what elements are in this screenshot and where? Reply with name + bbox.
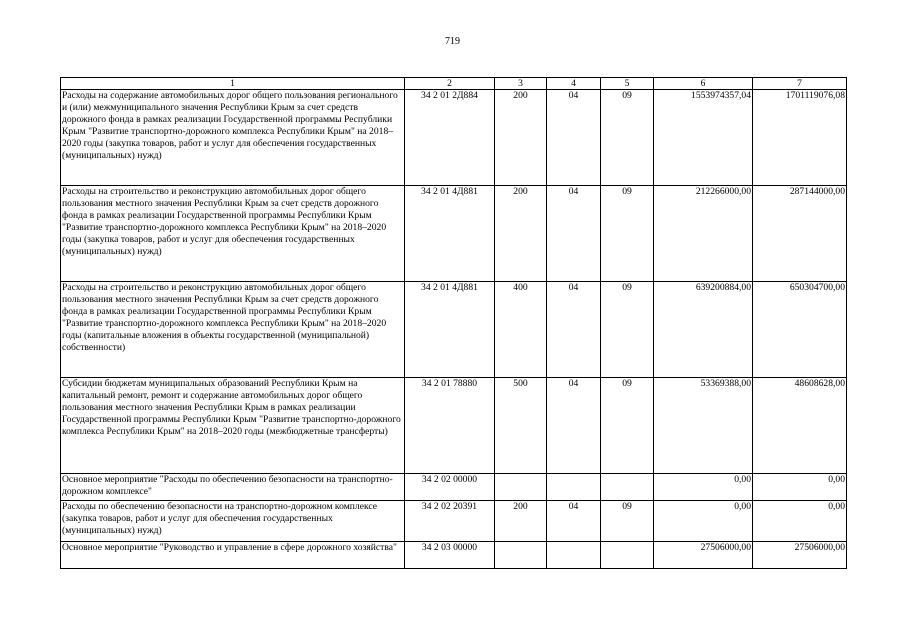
row-sum-col-6: 0,00	[654, 474, 753, 501]
row-sum-col-6: 0,00	[654, 501, 753, 542]
row-sum-col-6: 27506000,00	[654, 542, 753, 569]
header-col-7: 7	[753, 78, 847, 90]
row-description: Расходы на содержание автомобильных дорог общего пользования регионального и (или) межмуниципального значения Республики Крым за счет средств дорожного фонда в рамках реализации Государственной программы Республики Крым "Развитие транспортно-дорожного комплекса Республики Крым" на 2018–2020 годы (закупка товаров, работ и услуг для обеспечения государственных (муниципальных) нужд)	[61, 90, 405, 186]
row-section: 04	[547, 90, 601, 186]
row-sum-col-7: 0,00	[753, 474, 847, 501]
row-target-code: 34 2 02 00000	[405, 474, 495, 501]
row-subsection: 09	[601, 90, 654, 186]
row-expense-type	[495, 474, 547, 501]
table-row	[61, 186, 847, 282]
header-col-2: 2	[405, 78, 495, 90]
row-target-code: 34 2 03 00000	[405, 542, 495, 569]
row-expense-type: 500	[495, 378, 547, 474]
row-section: 04	[547, 501, 601, 542]
table-row	[61, 474, 847, 501]
table-row	[61, 378, 847, 474]
row-sum-col-6: 639200884,00	[654, 282, 753, 378]
row-sum-col-6: 212266000,00	[654, 186, 753, 282]
row-subsection	[601, 474, 654, 501]
row-description: Основное мероприятие "Расходы по обеспечению безопасности на транспортно-дорожном комплексе"	[61, 474, 405, 501]
row-section: 04	[547, 186, 601, 282]
row-description: Расходы на строительство и реконструкцию автомобильных дорог общего пользования местного значения Республики Крым за счет средств дорожного фонда в рамках реализации Государственной программы Республики Крым "Развитие транспортно-дорожного комплекса Республики Крым" на 2018–2020 годы (закупка товаров, работ и услуг для обеспечения государственных (муниципальных) нужд)	[61, 186, 405, 282]
row-target-code: 34 2 01 4Д881	[405, 282, 495, 378]
table-row	[61, 90, 847, 186]
row-subsection: 09	[601, 501, 654, 542]
table-row	[61, 542, 847, 569]
header-row	[61, 78, 847, 90]
row-subsection	[601, 542, 654, 569]
row-sum-col-7: 27506000,00	[753, 542, 847, 569]
row-target-code: 34 2 01 78880	[405, 378, 495, 474]
row-expense-type: 400	[495, 282, 547, 378]
row-expense-type: 200	[495, 186, 547, 282]
row-section	[547, 542, 601, 569]
row-target-code: 34 2 02 20391	[405, 501, 495, 542]
header-col-3: 3	[495, 78, 547, 90]
row-target-code: 34 2 01 2Д884	[405, 90, 495, 186]
row-expense-type	[495, 542, 547, 569]
table-row	[61, 282, 847, 378]
header-col-4: 4	[547, 78, 601, 90]
row-section: 04	[547, 282, 601, 378]
row-target-code: 34 2 01 4Д881	[405, 186, 495, 282]
row-sum-col-7: 0,00	[753, 501, 847, 542]
header-col-5: 5	[601, 78, 654, 90]
row-subsection: 09	[601, 186, 654, 282]
row-expense-type: 200	[495, 90, 547, 186]
budget-table	[60, 77, 847, 569]
header-col-1: 1	[61, 78, 405, 90]
row-sum-col-7: 1701119076,08	[753, 90, 847, 186]
row-sum-col-7: 48608628,00	[753, 378, 847, 474]
page-number: 719	[445, 36, 460, 47]
row-subsection: 09	[601, 282, 654, 378]
table-row	[61, 501, 847, 542]
row-description: Расходы на строительство и реконструкцию автомобильных дорог общего пользования местного значения Республики Крым за счет средств дорожного фонда в рамках реализации Государственной программы Республики Крым "Развитие транспортно-дорожного комплекса Республики Крым" на 2018–2020 годы (капитальные вложения в объекты государственной (муниципальной) собственности)	[61, 282, 405, 378]
row-description: Расходы по обеспечению безопасности на транспортно-дорожном комплексе (закупка товаров, работ и услуг для обеспечения государственных (муниципальных) нужд)	[61, 501, 405, 542]
row-description: Субсидии бюджетам муниципальных образований Республики Крым на капитальный ремонт, ремонт и содержание автомобильных дорог общего пользования местного значения Республики Крым в рамках реализации Государственной программы Республики Крым "Развитие транспортно-дорожного комплекса Республики Крым" на 2018–2020 годы (межбюджетные трансферты)	[61, 378, 405, 474]
row-subsection: 09	[601, 378, 654, 474]
row-sum-col-6: 53369388,00	[654, 378, 753, 474]
header-col-6: 6	[654, 78, 753, 90]
row-sum-col-6: 1553974357,04	[654, 90, 753, 186]
row-section	[547, 474, 601, 501]
row-section: 04	[547, 378, 601, 474]
row-description: Основное мероприятие "Руководство и управление в сфере дорожного хозяйства"	[61, 542, 405, 569]
row-expense-type: 200	[495, 501, 547, 542]
row-sum-col-7: 650304700,00	[753, 282, 847, 378]
row-sum-col-7: 287144000,00	[753, 186, 847, 282]
